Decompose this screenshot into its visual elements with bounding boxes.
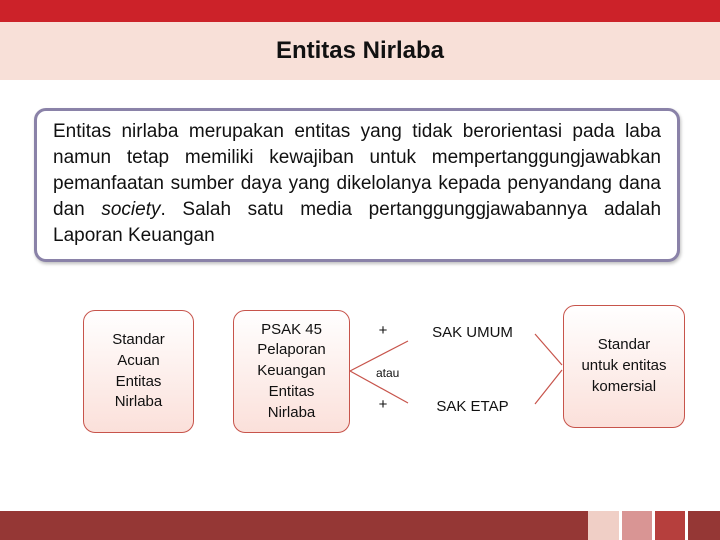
definition-emphasis: society [101,199,161,221]
footer-bar [0,511,588,540]
sak-etap-label: SAK ETAP [436,398,509,415]
node-standar-komersial: Standar untuk entitas komersial [563,305,685,428]
footer-square-1 [588,511,619,540]
footer-square-3 [655,511,685,540]
connector-sakumum-to-komersial [535,334,562,365]
plus-sign-bottom: + [378,396,388,413]
atau-label: atau [376,366,400,380]
footer-square-4 [688,511,720,540]
node-psak-45: PSAK 45 Pelaporan Keuangan Entitas Nirlaba [233,310,350,433]
connector-saketap-to-komersial [535,370,562,404]
slide-title: Entitas Nirlaba [275,37,445,64]
sak-umum-label: SAK UMUM [432,324,513,341]
node-standar-acuan: Standar Acuan Entitas Nirlaba [83,310,194,433]
definition-text: Entitas nirlaba merupakan entitas yang tidak berorientasi pada laba namun tetap memiliki kewajiban untuk mempertanggungjawabkan pemanfaatan sumber daya yang dikelolanya kepada penyandang dana dan society. Salah satu media pertanggunggjawabannya adalah Laporan Keuangan [53,121,662,247]
plus-sign-top: + [378,322,388,339]
footer-square-2 [622,511,652,540]
